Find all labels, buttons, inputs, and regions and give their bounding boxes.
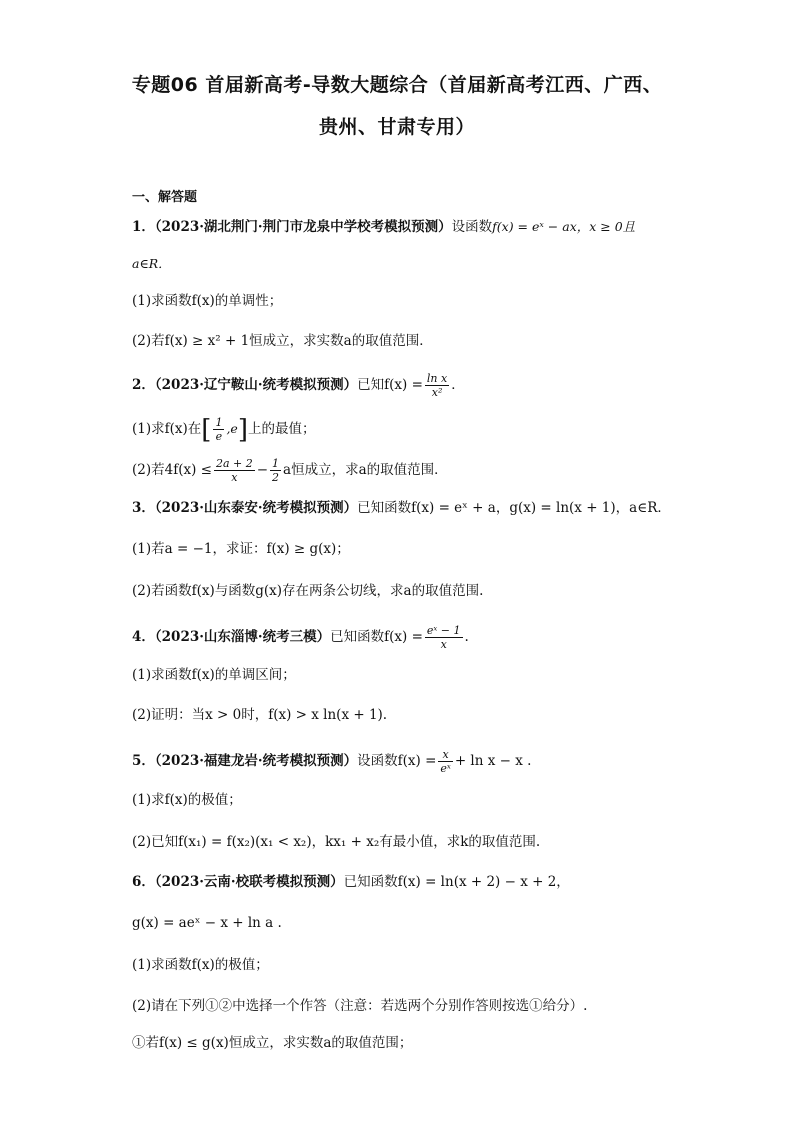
q5-part1: (1)求f(x)的极值； — [132, 792, 242, 808]
q2-number: 2． — [132, 377, 155, 393]
q5-part2: (2)已知f(x₁) = f(x₂)(x₁ < x₂)，kx₁ + x₂有最小值，求k的取值范围. — [132, 834, 541, 850]
q2-part2-minus: − — [256, 462, 269, 478]
q1-stem-text: 设函数 — [451, 219, 493, 235]
q2-part2-text-a: (2)若4f(x) ≤ — [132, 462, 212, 478]
q1-condition-text: a∈R． — [132, 256, 171, 271]
q5-stem-end: + ln x − x . — [454, 753, 532, 769]
q1-part1: (1)求函数f(x)的单调性； — [132, 293, 283, 309]
q4-stem-text: 已知函数f(x) = — [330, 629, 423, 645]
q2-fraction — [425, 372, 449, 399]
q6-stem-text: 已知函数f(x) = ln(x + 2) − x + 2， — [343, 874, 570, 890]
q4-stem — [132, 624, 469, 651]
q3-part2: (2)若函数f(x)与函数g(x)存在两条公切线，求a的取值范围. — [132, 583, 484, 599]
q6-number: 6． — [132, 874, 155, 890]
q6-source: （2023·云南·校联考模拟预测） — [154, 874, 344, 890]
q4-source: （2023·山东淄博·统考三模） — [154, 629, 331, 645]
q2-fraction-numerator: ln x — [426, 372, 448, 385]
q2-interval-numerator: 1 — [215, 416, 223, 429]
q1-condition: ，x ≥ 0且 — [576, 219, 636, 234]
q5-source: （2023·福建龙岩·统考模拟预测） — [154, 753, 358, 769]
q3-part1: (1)若a = −1，求证：f(x) ≥ g(x)； — [132, 541, 350, 557]
q4-fraction-denominator: x — [440, 638, 447, 651]
q5-stem-text: 设函数f(x) = — [357, 753, 437, 769]
q2-stem-text: 已知f(x) = — [357, 377, 423, 393]
q2-part2-fraction2-denominator: 2 — [272, 471, 280, 484]
q1-number: 1． — [132, 219, 155, 235]
q2-interval-denominator: e — [215, 430, 223, 443]
q2-fraction-denominator: x² — [431, 386, 443, 399]
q6-part2: (2)请在下列①②中选择一个作答（注意：若选两个分别作答则按选①给分）. — [132, 998, 588, 1014]
q2-part2-text-b: a恒成立，求a的取值范围． — [283, 462, 448, 478]
q4-part2: (2)证明：当x > 0时，f(x) > x ln(x + 1). — [132, 707, 388, 723]
q2-stem-end: ． — [451, 377, 465, 393]
q2-part2-fraction2 — [270, 457, 281, 484]
q4-fraction-numerator: eˣ − 1 — [426, 624, 461, 637]
q6-part3: ①若f(x) ≤ g(x)恒成立，求实数a的取值范围； — [132, 1035, 413, 1051]
q3-source: （2023·山东泰安·统考模拟预测） — [154, 500, 358, 516]
q5-fraction — [438, 748, 452, 775]
q1-function: f(x) = eˣ − ax — [492, 219, 577, 234]
q6-stem — [132, 872, 570, 892]
q2-part2-fraction1-numerator: 2a + 2 — [215, 457, 253, 470]
q2-part2-fraction2-numerator: 1 — [272, 457, 280, 470]
q5-fraction-denominator: eˣ — [440, 762, 451, 775]
q2-interval-end: ,e — [226, 421, 238, 436]
q3-stem-text: 已知函数f(x) = eˣ + a，g(x) = ln(x + 1)，a∈R． — [357, 500, 671, 516]
q4-fraction — [425, 624, 463, 651]
q1-part2: (2)若f(x) ≥ x² + 1恒成立，求实数a的取值范围． — [132, 333, 433, 349]
q4-number: 4． — [132, 629, 155, 645]
q3-stem — [132, 498, 671, 518]
q2-part2 — [132, 457, 448, 484]
section-heading: 一、解答题 — [132, 190, 198, 205]
q2-part1-text-b: 上的最值； — [247, 421, 316, 437]
right-bracket-icon: ] — [237, 414, 248, 445]
q6-stem-line2: g(x) = aeˣ − x + ln a . — [132, 915, 282, 931]
q2-part1 — [132, 416, 315, 443]
q2-source: （2023·辽宁鞍山·统考模拟预测） — [154, 377, 358, 393]
q2-part2-fraction1 — [214, 457, 255, 484]
q5-number: 5． — [132, 753, 155, 769]
document-title-line1: 专题06 首届新高考-导数大题综合（首届新高考江西、广西、 — [131, 74, 663, 96]
q4-stem-end: . — [464, 629, 469, 645]
q6-part1: (1)求函数f(x)的极值； — [132, 957, 269, 973]
q3-number: 3． — [132, 500, 155, 516]
q2-stem — [132, 372, 465, 399]
q5-stem — [132, 748, 531, 775]
q5-fraction-numerator: x — [438, 748, 452, 762]
document-title-line2: 贵州、甘肃专用） — [318, 116, 475, 138]
q4-part1: (1)求函数f(x)的单调区间； — [132, 667, 296, 683]
q2-part1-text-a: (1)求f(x)在 — [132, 421, 202, 437]
q2-interval-fraction — [213, 416, 224, 443]
q2-part2-fraction1-denominator: x — [231, 471, 238, 484]
q1-source: （2023·湖北荆门·荆门市龙泉中学校考模拟预测） — [154, 219, 452, 235]
q1-condition-line2 — [132, 254, 171, 274]
q1-stem — [132, 217, 635, 237]
left-bracket-icon: [ — [201, 414, 212, 445]
